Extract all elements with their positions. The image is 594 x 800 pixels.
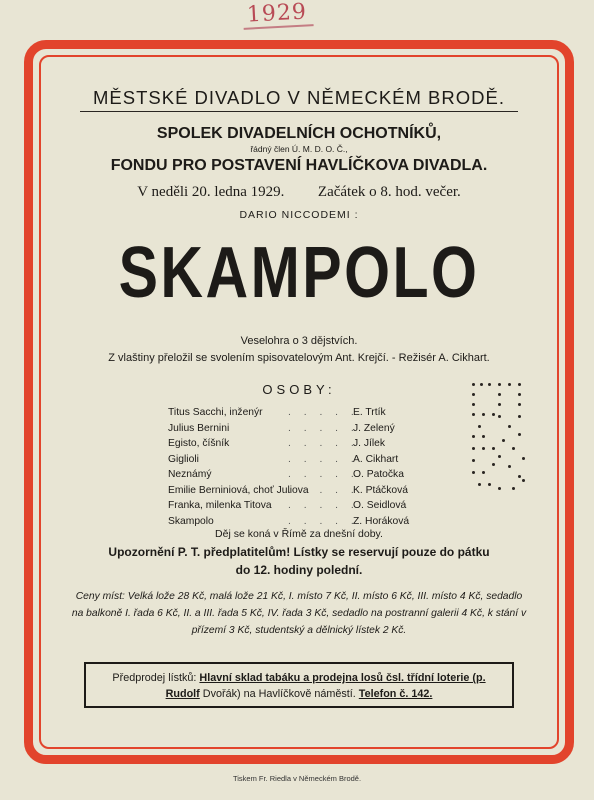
perforation-hole [522,479,525,482]
perforation-hole [522,457,525,460]
perforation-hole [472,447,475,450]
leader-dots: . . . . . [288,438,359,449]
play-title: SKAMPOLO [118,233,480,313]
printer-credit: Tiskem Fr. Riedla v Německém Brodě. [232,774,362,783]
subscriber-notice: Upozornění P. T. předplatitelům! Lístky se reservují pouze do pátku [108,545,490,559]
cast-row: Emilie Berniniová, choť Juliova K. Ptáčková . . . . . [168,483,428,499]
theatre-name: MĚSTSKÉ DIVADLO V NĚMECKÉM BRODĚ. [93,87,505,108]
cast-row: Egisto, číšník J. Jílek . . . . . [168,436,428,452]
presale-owner: Dvořák) na Havlíčkově náměstí. [202,688,356,700]
leader-dots: . . . . . [288,484,359,496]
perforation-hole [492,463,495,466]
leader-dots: . . . . . [288,469,359,480]
perforation-hole [498,383,501,386]
performance-date: V neděli 20. ledna 1929. [137,184,285,200]
society-name: SPOLEK DIVADELNÍCH OCHOTNÍKŮ, [156,125,442,142]
perforation-hole [498,415,501,418]
perforation-hole [498,403,501,406]
perforation-hole [502,439,505,442]
translation-credit: Z vlaštiny přeložil se svolením spisovatelovým Ant. Krejčí. - Režisér A. Cikhart. [108,352,490,364]
perforation-hole [518,403,521,406]
perforation-hole [472,393,475,396]
perforation-hole [492,447,495,450]
handwritten-year: 1929 [242,0,313,30]
setting-note: Děj se koná v Římě za dnešní doby. [215,528,383,540]
cast-row: Julius Bernini J. Zelený . . . . . [168,421,428,437]
ticket-prices: Ceny míst: Velká lože 28 Kč, malá lože 21 Kč, I. místo 7 Kč, II. místo 6 Kč, III. místo 4 Kč, sedadlo na balkoně I. řada 6 Kč, II. a III. řada 5 Kč, IV. řada 3 Kč, sedadlo na postranní galerii 4 Kč, k stání v přízemí 3 Kč, studentský a dělnický lístek 2 Kč. [71,591,527,636]
perforation-hole [482,471,485,474]
perforation-hole [512,487,515,490]
date-line [48,184,550,201]
perforation-hole [472,403,475,406]
genre: Veselohra o 3 dějstvích. [240,335,358,347]
leader-dots: . . . . . [288,407,359,418]
perforation-hole [488,383,491,386]
perforation-hole [482,413,485,416]
cast-heading: OSOBY: [262,382,336,397]
subscriber-notice-deadline: do 12. hodiny polední. [235,563,363,577]
perforation-hole [508,465,511,468]
perforation-hole [508,425,511,428]
perforation-hole [472,435,475,438]
cast-row: Giglioli A. Cikhart . . . . . [168,452,428,468]
perforation-hole [498,393,501,396]
perforation-hole [492,413,495,416]
perforation-hole [478,425,481,428]
perforation-hole [480,383,483,386]
perforation-hole [518,383,521,386]
cast-row: Titus Sacchi, inženýr E. Trtík . . . . . [168,405,428,421]
perforation-hole [482,435,485,438]
perforation-hole [478,483,481,486]
perforation-hole [518,433,521,436]
perforation-hole [472,459,475,462]
leader-dots: . . . . . [288,422,359,434]
fund-name: FONDU PRO POSTAVENÍ HAVLÍČKOVA DIVADLA. [110,157,488,174]
perforation-hole [508,383,511,386]
perforation-hole [482,447,485,450]
leader-dots: . . . . . [288,453,359,465]
perforation-hole [472,413,475,416]
leader-dots: . . . . . [288,515,359,527]
header-rule [80,111,518,112]
perforation-hole [488,483,491,486]
perforation-hole [512,447,515,450]
perforation-hole [518,393,521,396]
presale-label: Předprodej lístků: [112,672,197,684]
perforation-hole [472,383,475,386]
cast-row: Skampolo Z. Horáková . . . . . [168,514,428,530]
start-time: Začátek o 8. hod. večer. [317,184,461,200]
perforation-hole [498,455,501,458]
perforation-hole [498,487,501,490]
perforation-stamp [468,383,528,503]
cast-list [168,405,428,529]
leader-dots: . . . . . [288,500,359,511]
cast-row: Franka, milenka Titova O. Seidlová . . . . . [168,498,428,514]
member-note: řádný člen Ú. M. D. O. Č., [250,144,348,154]
cast-row: Neznámý O. Patočka . . . . . [168,467,428,483]
perforation-hole [472,471,475,474]
presale-box [84,662,514,708]
author: DARIO NICCODEMI : [239,209,359,221]
presale-shop: Hlavní sklad tabáku a prodejna losů čsl. třídní loterie (p. Rudolf [165,672,486,700]
presale-phone: Telefon č. 142. [358,688,433,700]
perforation-hole [518,475,521,478]
perforation-hole [518,415,521,418]
